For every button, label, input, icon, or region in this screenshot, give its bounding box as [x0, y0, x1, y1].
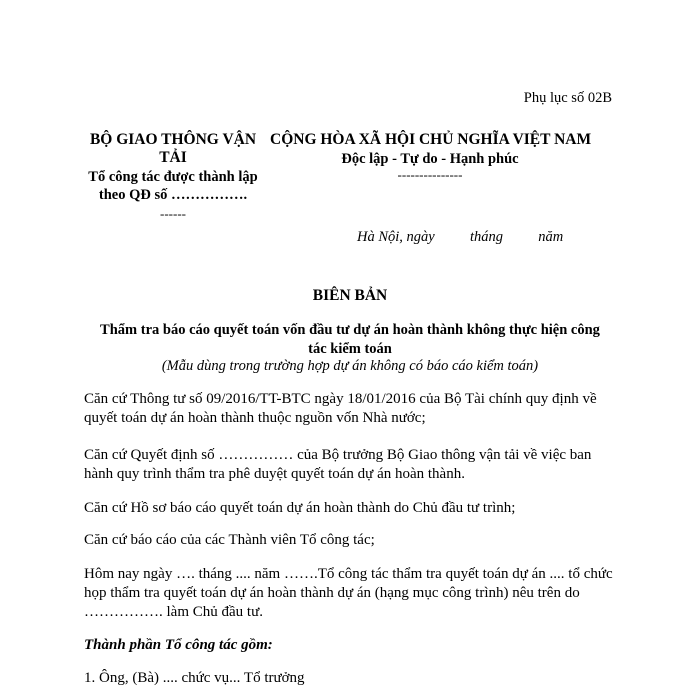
national-divider: ---------------	[397, 167, 463, 182]
date-month: tháng	[469, 229, 504, 245]
national-motto: Độc lập - Tự do - Hạnh phúc	[341, 151, 519, 167]
date-line	[357, 229, 563, 246]
agency-name: BỘ GIAO THÔNG VẬN TẢI	[89, 131, 257, 166]
paragraph-member-report: Căn cứ báo cáo của các Thành viên Tổ công tác;	[84, 532, 375, 548]
paragraph-decision: Căn cứ Quyết định số …………… của Bộ trưởng Bộ Giao thông vận tải về việc ban hành quy trình thẩm tra phê duyệt quyết toán dự án hoàn thành.	[84, 447, 592, 482]
document-subtitle: Thẩm tra báo cáo quyết toán vốn đầu tư dự án hoàn thành không thực hiện công tác kiểm toán	[100, 322, 600, 357]
date-place: Hà Nội, ngày	[357, 229, 435, 245]
members-heading: Thành phần Tổ công tác gồm:	[84, 637, 273, 653]
national-title: CỘNG HÒA XÃ HỘI CHỦ NGHĨA VIỆT NAM	[270, 131, 592, 148]
agency-divider: ------	[160, 206, 186, 221]
paragraph-legal-basis: Căn cứ Thông tư số 09/2016/TT-BTC ngày 18/01/2016 của Bộ Tài chính quy định về quyết toán dự án hoàn thành thuộc nguồn vốn Nhà nước;	[84, 391, 597, 426]
date-year: năm	[538, 229, 564, 245]
paragraph-meeting: Hôm nay ngày …. tháng .... năm …….Tổ công tác thẩm tra quyết toán dự án .... tổ chức họp thẩm tra quyết toán dự án hoàn thành dự án (hạng mục công trình) nêu trên do ……………. làm Chủ đầu tư.	[84, 566, 613, 620]
document-title: BIÊN BẢN	[312, 287, 388, 304]
paragraph-dossier: Căn cứ Hồ sơ báo cáo quyết toán dự án hoàn thành do Chủ đầu tư trình;	[84, 500, 516, 516]
member-item: 1. Ông, (Bà) .... chức vụ... Tổ trưởng	[84, 670, 305, 686]
agency-unit: Tổ công tác được thành lập theo QĐ số …………….	[88, 169, 258, 203]
appendix-label: Phụ lục số 02B	[523, 90, 612, 106]
document-note: (Mẫu dùng trong trường hợp dự án không có báo cáo kiểm toán)	[161, 358, 539, 374]
